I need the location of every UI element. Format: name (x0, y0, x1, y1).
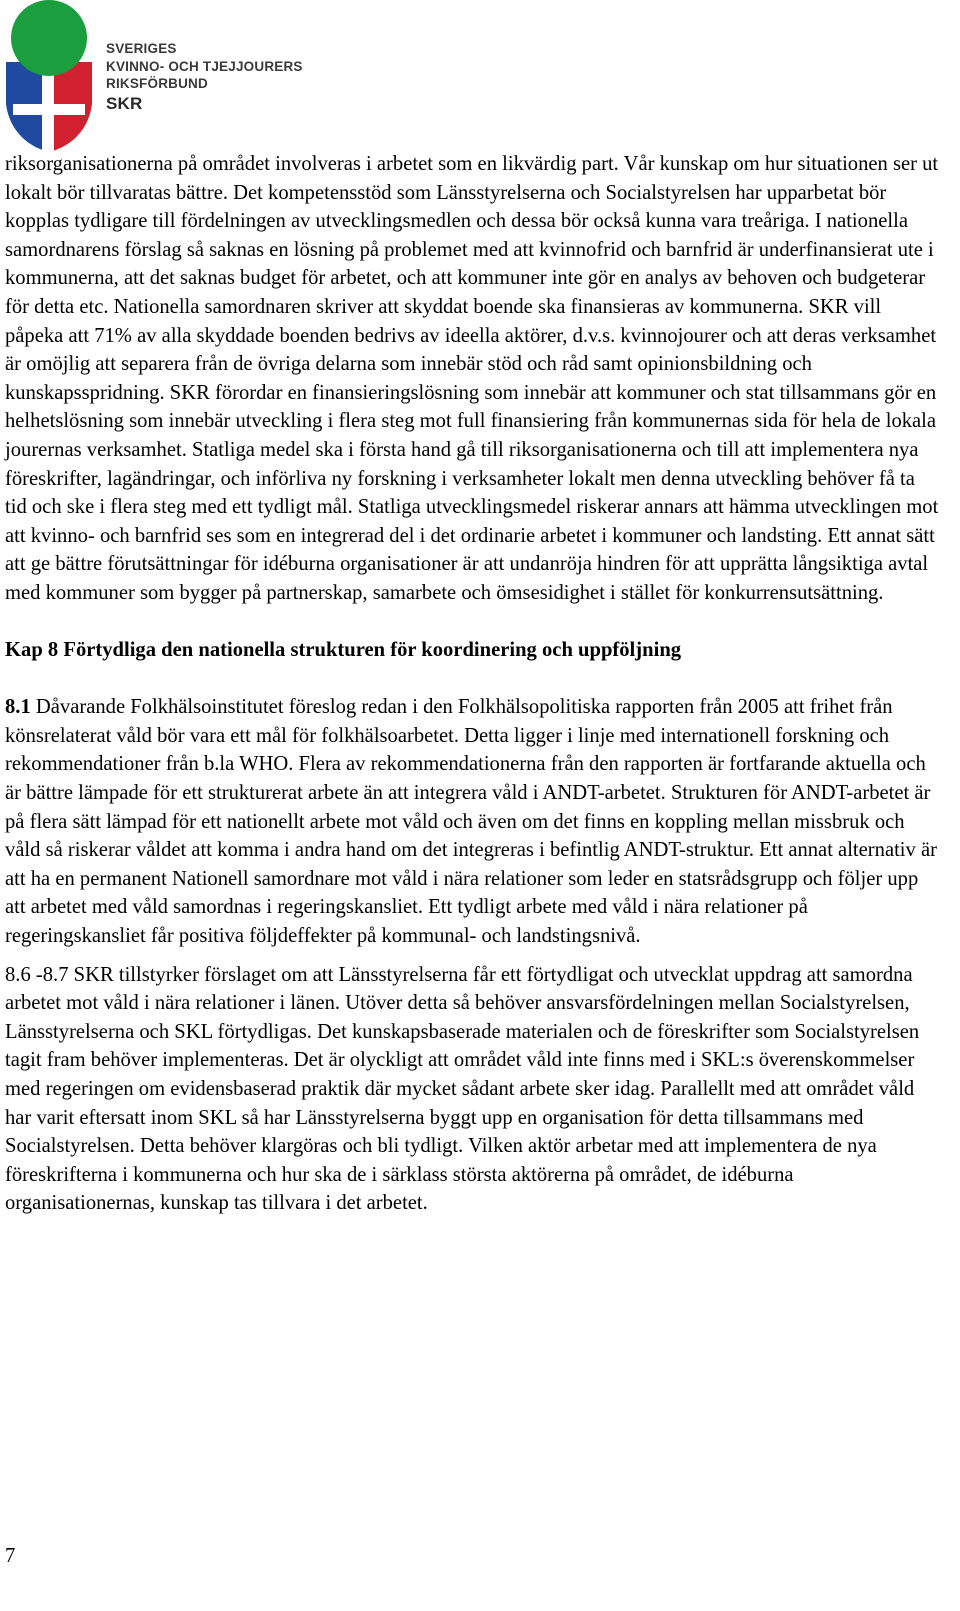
paragraph-gap (5, 951, 939, 961)
section-heading: Kap 8 Förtydliga den nationella strukturen för koordinering och uppföljning (5, 639, 682, 662)
logo-line-1: SVERIGES (106, 41, 177, 56)
logo-line-2: KVINNO- OCH TJEJJOURERS (106, 58, 303, 74)
page-number: 7 (5, 1545, 16, 1567)
header-logo (3, 0, 303, 152)
section-number: 8.1 (5, 696, 31, 719)
paragraph-8-1 (5, 693, 939, 950)
swedish-cross-emblem-icon (3, 0, 95, 152)
document-body (5, 150, 939, 1218)
paragraph-8-1-text: Dåvarande Folkhälsoinstitutet föreslog redan i den Folkhälsopolitiska rapporten från 2005 att frihet från könsrelaterat våld bör vara ett mål för folkhälsoarbetet. Detta ligger i linje med internationell forskning och rekommendationer från b.la WHO. Flera av rekommendationerna från den rapporten är fortfarande aktuella och är bättre lämpade för ett strukturerat arbete än att integrera våld i ANDT-arbetet. Strukturen för ANDT-arbetet är på flera sätt lämpad för ett nationellt arbete mot våld och även om det finns en koppling mellan missbruk och våld så riskerar våldet att komma i andra hand om det integreras i befintlig ANDT-struktur. Ett annat alternativ är att ha en permanent Nationell samordnare mot våld i nära relationer som leder en statsrådsgrupp och följer upp att arbetet med våld samordnas i regeringskansliet. Ett tydligt arbete med våld i nära relationer på regeringskansliet får positiva följdeffekter på kommunal- och landstingsnivå. (5, 696, 937, 948)
paragraph-gap (5, 665, 939, 694)
logo-line-3: RIKSFÖRBUND (106, 76, 208, 91)
paragraph-riksorganisationerna: riksorganisationerna på området involveras i arbetet som en likvärdig part. Vår kunskap om hur situationen ser ut lokalt bör tillvaratas bättre. Det kompetensstöd som Länsstyrelserna och Socialstyrelsen har upparbetat bör kopplas tydligare till fördelningen av utvecklingsmedlen och dessa bör också kunna vara treåriga. I nationella samordnarens förslag så saknas en lösning på problemet med att kvinnofrid och barnfrid är underfinansierat ute i kommunerna, att det saknas budget för arbetet, och att kommuner inte gör en analys av behoven och budgeterar för detta etc. Nationella samordnaren skriver att skyddat boende ska finansieras av kommunerna. SKR vill påpeka att 71% av alla skyddade boenden bedrivs av ideella aktörer, d.v.s. kvinnojourer och att deras verksamhet är omöjlig att separera från de övriga delarna som innebär stöd och råd samt opinionsbildning och kunskapsspridning. SKR förordar en finansieringslösning som innebär att kommuner och stat tillsammans gör en helhetslösning som innebär utveckling i flera steg mot full finansiering från kommunernas sida för hela de lokala jourernas verksamhet. Statliga medel ska i första hand gå till riksorganisationerna och till att implementera nya föreskrifter, lagändringar, och införliva ny forskning i verksamheter lokalt men denna utveckling behöver få ta tid och ske i flera steg med ett tydligt mål. Statliga utvecklingsmedel riskerar annars att hämma utvecklingen mot att kvinno- och barnfrid ses som en integrerad del i det ordinarie arbetet i kommuner och landsting. Ett annat sätt att ge bättre förutsättningar för idéburna organisationer är att undanröja hindren för att upprätta långsiktiga avtal med kommuner som bygger på partnerskap, samarbete och ömsesidighet i stället för konkurrensutsättning. (5, 153, 939, 604)
organization-name (106, 40, 303, 115)
paragraph-8-6-8-7: 8.6 -8.7 SKR tillstyrker förslaget om att Länsstyrelserna får ett förtydligat och utvecklat uppdrag att samordna arbetet mot våld i nära relationer i länen. Utöver detta så behöver ansvarsfördelningen mellan Socialstyrelsen, Länsstyrelserna och SKL förtydligas. Det kunskapsbaserade materialen och de föreskrifter som Socialstyrelsen tagit fram behöver implementeras. Det är olyckligt att området våld inte finns med i SKL:s överenskommelser med regeringen om evidensbaserad praktik där mycket sådant arbete sker idag. Parallellt med att området våld har varit eftersatt inom SKL så har Länsstyrelserna byggt upp en organisation för detta tillsammans med Socialstyrelsen. Detta behöver klargöras och bli tydligt. Vilken aktör arbetar med att implementera de nya föreskrifterna i kommunerna och hur ska de i särklass största aktörerna på området, de idéburna organisationernas, kunskap tas tillvara i det arbetet. (5, 963, 920, 1215)
logo-abbreviation: SKR (106, 93, 143, 113)
paragraph-gap (5, 608, 939, 637)
